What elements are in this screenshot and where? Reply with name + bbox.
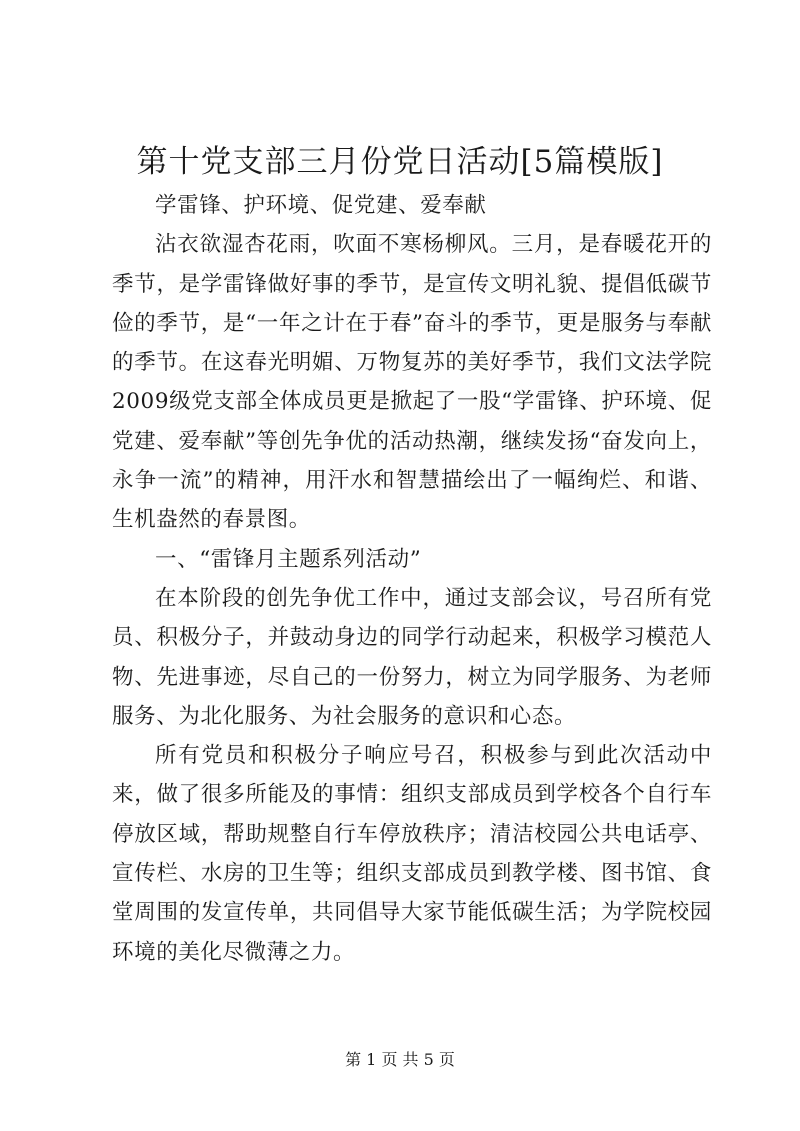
- document-body: [112, 186, 712, 972]
- section-heading: 一、“雷锋月主题系列活动”: [155, 546, 422, 572]
- paragraph-section-1: 在本阶段的创先争优工作中，通过支部会议，号召所有党员、积极分子，并鼓动身边的同学行动起来，积极学习模范人物、先进事迹，尽自己的一份努力，树立为同学服务、为老师服务、为北化服务、为社会服务的意识和心态。: [112, 585, 712, 729]
- subtitle-line: 学雷锋、护环境、促党建、爱奉献: [155, 193, 487, 218]
- paragraph-section-2: 所有党员和积极分子响应号召，积极参与到此次活动中来，做了很多所能及的事情：组织支部成员到学校各个自行车停放区域，帮助规整自行车停放秩序；清洁校园公共电话亭、宣传栏、水房的卫生等；组织支部成员到教学楼、图书馆、食堂周围的发宣传单，共同倡导大家节能低碳生活；为学院校园环境的美化尽微薄之力。: [112, 743, 712, 965]
- page-footer: 第 1 页 共 5 页: [345, 1050, 455, 1069]
- paragraph-intro: 沾衣欲湿杏花雨，吹面不寒杨柳风。三月，是春暖花开的季节，是学雷锋做好事的季节，是宣传文明礼貌、提倡低碳节俭的季节，是“一年之计在于春”奋斗的季节，更是服务与奉献的季节。在这春光明媚、万物复苏的美好季节，我们文法学院2009级党支部全体成员更是掀起了一股“学雷锋、护环境、促党建、爱奉献”等创先争优的活动热潮，继续发扬“奋发向上，永争一流”的精神，用汗水和智慧描绘出了一幅绚烂、和谐、生机盎然的春景图。: [112, 232, 712, 533]
- page-title: 第十党支部三月份党日活动[5篇模版]: [136, 144, 664, 180]
